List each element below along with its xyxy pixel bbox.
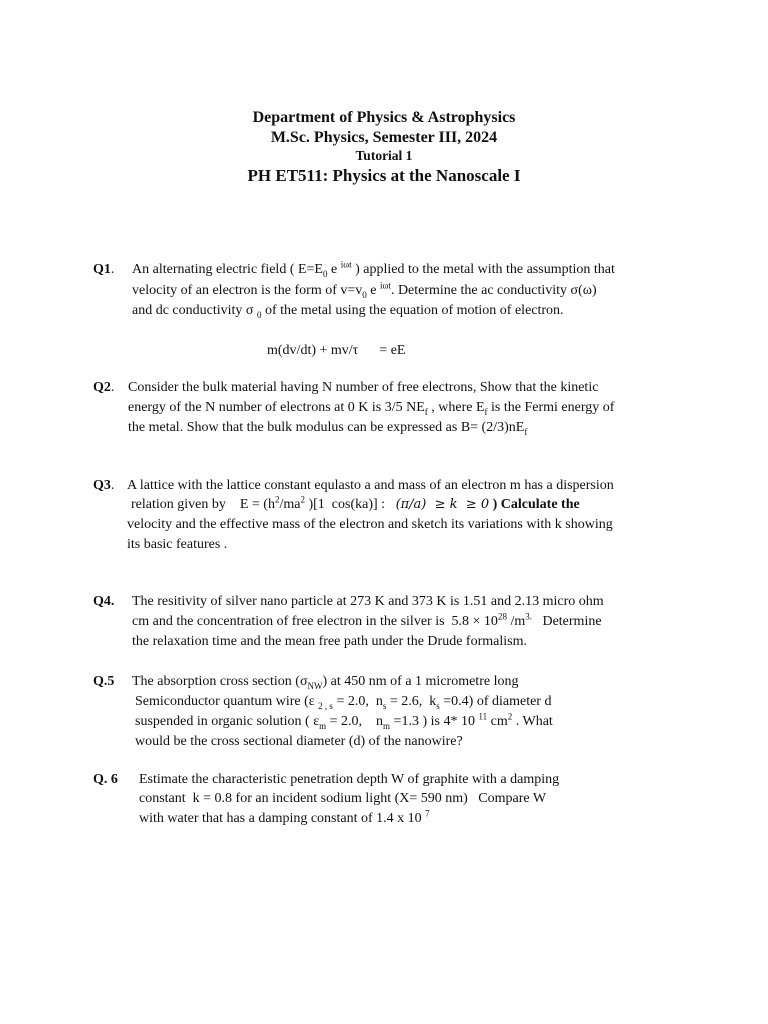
question-6-number: Q. 6 (93, 772, 118, 787)
question-6-line-1: Estimate the characteristic penetration depth W of graphite with a damping (139, 772, 560, 787)
question-6-line-3: with water that has a damping constant of 1.4 x 10 $^7$ (139, 808, 430, 826)
course-title: PH ET511: Physics at the Nanoscale I (247, 166, 521, 185)
question-1-number: Q1. (93, 262, 115, 277)
document-header (0, 108, 768, 187)
question-5-number: Q.5 (93, 674, 115, 689)
program-title: M.Sc. Physics, Semester III, 2024 (270, 129, 498, 146)
question-3-line-2: relation given by $E = (h^2/ma^2$ )[1 cos(ka)] : (π/a) ≥ k ≥ 0 ) Calculate the (131, 494, 580, 512)
question-3-line-1: A lattice with the lattice constant equlasto a and mass of an electron m has a dispersion (127, 478, 614, 493)
question-1-line-1: An alternating electric field ( $E=E_0$ e $^{i\omega t}$ ) applied to the metal with the assumption that (132, 259, 615, 279)
question-5-line-4: would be the cross sectional diameter (d) of the nanowire? (135, 734, 463, 749)
question-3-line-4: its basic features . (127, 537, 228, 552)
question-2-line-1: Consider the bulk material having N number of free electrons, Show that the kinetic (128, 380, 599, 395)
question-1-line-2: velocity of an electron is the form of $v=v_0$ e $^{i\omega t}$. Determine the ac conductivity σ(ω) (132, 280, 597, 300)
question-4-number: Q4. (93, 594, 115, 609)
tutorial-title: Tutorial 1 (355, 148, 413, 163)
question-2-number: Q2. (93, 380, 115, 395)
question-6-line-2: constant k = 0.8 for an incident sodium light (X= 590 nm) Compare W (139, 791, 547, 806)
question-4-line-3: the relaxation time and the mean free path under the Drude formalism. (132, 634, 527, 649)
question-3-number: Q3. (93, 478, 115, 493)
question-4-line-1: The resitivity of silver nano particle at 273 K and 373 K is 1.51 and 2.13 micro ohm (132, 594, 604, 609)
equation-of-motion: m(dv/dt) + mv/τ = eE (267, 343, 406, 358)
question-2-line-3: the metal. Show that the bulk modulus can be expressed as $B= (2/3)nE_f$ (128, 420, 528, 437)
question-5-line-1: The absorption cross section $(\sigma_{NW})$ at 450 nm of a 1 micrometre long (132, 674, 519, 691)
question-5-line-2: Semiconductor quantum wire (ε $_{2 , s}$ = 2.0, $n_s = 2.6$, $k_s =0.4$) of diameter d (135, 694, 552, 711)
question-5-line-3: suspended in organic solution ( $\varepsilon_m = 2.0$, $n_m =1.3$ ) is 4* 10 $^{11}$ $cm^2$ . What (135, 711, 553, 731)
department-title: Department of Physics & Astrophysics (252, 109, 516, 126)
question-3-line-3: velocity and the effective mass of the electron and sketch its variations with k showing (127, 517, 613, 532)
question-4-line-2: cm and the concentration of free electron in the silver is $5.8 \times 10^{28}$ $/m^{3.}$ Determine (132, 611, 602, 629)
question-2-line-2: energy of the N number of electrons at 0 K is 3/5 $NE_f$ , where $E_f$ is the Fermi energy of (128, 400, 615, 417)
question-1-line-3: and dc conductivity σ $_0$ of the metal using the equation of motion of electron. (132, 303, 564, 320)
